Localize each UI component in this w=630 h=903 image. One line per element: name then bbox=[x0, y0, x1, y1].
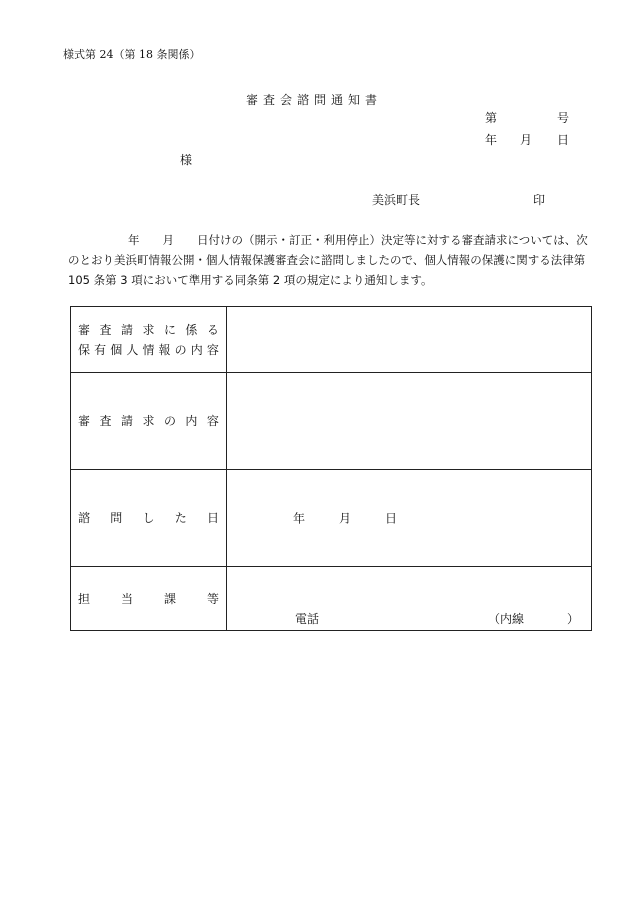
row-label-inquiry-date bbox=[71, 470, 227, 567]
body-line-1: 年 月 日付けの（開示・訂正・利用停止）決定等に対する審査請求については、次 bbox=[128, 233, 588, 247]
table-row bbox=[71, 307, 592, 373]
label-char: 容 bbox=[206, 342, 219, 357]
label-line bbox=[71, 589, 226, 609]
label-line bbox=[71, 508, 226, 528]
body-line-3: 105 条第 3 項において準用する同条第 2 項の規定により通知します。 bbox=[68, 273, 433, 287]
label-char: 課 bbox=[163, 591, 176, 606]
label-char: 査 bbox=[99, 322, 112, 337]
label-char: 係 bbox=[185, 322, 198, 337]
label-line bbox=[71, 411, 226, 431]
header-day: 日 bbox=[557, 133, 570, 147]
label-char: 審 bbox=[78, 322, 91, 337]
label-char: 等 bbox=[206, 591, 219, 606]
telephone-label: 電話 bbox=[295, 612, 320, 626]
row-label-department bbox=[71, 567, 227, 631]
label-char: 担 bbox=[78, 591, 91, 606]
label-char: 査 bbox=[99, 414, 112, 428]
table-row bbox=[71, 373, 592, 470]
department-field[interactable] bbox=[227, 567, 592, 631]
label-char: た bbox=[174, 511, 187, 525]
date-day: 日 bbox=[385, 511, 398, 526]
document-title: 審査会諮問通知書 bbox=[246, 93, 383, 107]
row-label-personal-info bbox=[71, 307, 227, 373]
label-line bbox=[71, 340, 226, 360]
extension-label: （内線 bbox=[488, 612, 525, 626]
label-char: し bbox=[142, 511, 155, 525]
label-char: 請 bbox=[120, 414, 133, 428]
label-line bbox=[71, 320, 226, 340]
label-char: 求 bbox=[142, 322, 155, 337]
header-year: 年 bbox=[485, 133, 498, 147]
personal-info-field[interactable] bbox=[227, 307, 592, 373]
label-char: 請 bbox=[120, 322, 133, 337]
date-month: 月 bbox=[339, 511, 352, 526]
label-char: 問 bbox=[110, 511, 123, 525]
label-char: 内 bbox=[190, 342, 203, 357]
label-char: 諮 bbox=[78, 511, 91, 525]
row-label-request-content bbox=[71, 373, 227, 470]
date-year: 年 bbox=[293, 511, 306, 526]
label-char: 報 bbox=[158, 342, 171, 357]
header-month: 月 bbox=[520, 133, 533, 147]
label-char: 情 bbox=[142, 342, 155, 357]
inquiry-table bbox=[70, 306, 592, 631]
label-char: 個 bbox=[110, 342, 123, 357]
table-row bbox=[71, 567, 592, 631]
label-char: 日 bbox=[206, 511, 219, 525]
label-char: 有 bbox=[94, 342, 107, 357]
number-prefix: 第 bbox=[485, 111, 498, 125]
label-char: 当 bbox=[120, 591, 133, 606]
form-number: 様式第 24（第 18 条関係） bbox=[63, 48, 201, 61]
label-char: の bbox=[174, 342, 187, 357]
label-char: の bbox=[163, 414, 176, 428]
request-content-field[interactable] bbox=[227, 373, 592, 470]
label-char: 容 bbox=[206, 414, 219, 428]
addressee-suffix: 様 bbox=[180, 153, 193, 167]
label-char: 内 bbox=[185, 414, 198, 428]
table-row bbox=[71, 470, 592, 567]
label-char: 審 bbox=[78, 414, 91, 428]
label-char: 求 bbox=[142, 414, 155, 428]
extension-close: ） bbox=[566, 612, 579, 626]
inquiry-date-field[interactable] bbox=[227, 470, 592, 567]
number-suffix: 号 bbox=[557, 111, 570, 125]
seal-mark: 印 bbox=[533, 193, 546, 207]
label-char: 保 bbox=[78, 342, 91, 357]
body-line-2: のとおり美浜町情報公開・個人情報保護審査会に諮問しましたので、個人情報の保護に関する法律第 bbox=[68, 253, 586, 267]
label-char: 人 bbox=[126, 342, 139, 357]
body-paragraph bbox=[68, 230, 593, 290]
issuer: 美浜町長 bbox=[372, 193, 421, 207]
label-char: る bbox=[206, 322, 219, 337]
label-char: に bbox=[163, 322, 176, 337]
